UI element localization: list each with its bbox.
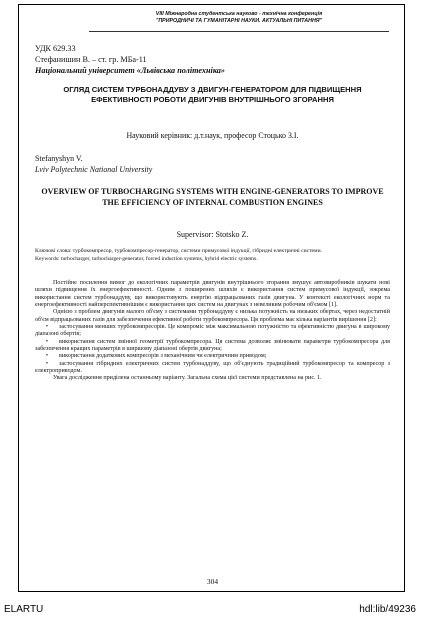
footer-handle-link[interactable]: hdl:lib/49236 [359,604,416,615]
paper-page [18,4,405,592]
bullet-icon: • [45,353,49,360]
conference-header-line2: "ПРИРОДНИЧІ ТА ГУМАНІТАРНІ НАУКИ. АКТУАЛЬНІ ПИТАННЯ" [155,17,323,24]
affiliation-ua: Національний університет «Львівська політехніка» [35,66,225,75]
paragraph-2: Однією з проблем двигунів малого об'єму з системами турбонаддуву є низька потужність на низьких обертах, через недостатній об'єм відпрацьованих газів для забезпечення ефективної роботи турбокомпресора. Ця проблема має кілька варіантів вирішення [2]: [35,309,390,323]
bullet-icon: • [45,360,49,367]
bullet-item [35,339,390,354]
bullet-text: використання систем змінної геометрії турбокомпресора. Ця система дозволяє змінювати параметри турбокомпресора для забезпечення кращих параметрів в ширшому діапазоні обертів двигуна; [35,338,390,353]
bullet-item [35,353,390,360]
paragraph-1: Постійне посилення вимог до екологічних параметрів двигунів внутрішнього згорання змушує автовиробників шукати нові шляхи підвищення їх енергоефективності. Одним з поширених шляхів є використання систем примусової індукції, зокрема використання систем турбонаддуву, що використовують енергію відпрацьованих газів двигуна. У контексті екологічних норм та енергоефективності найперспективнішим є використання цих систем на двигунах з невеликим робочим об'ємом [1]. [35,280,390,309]
paragraph-3: Увага дослідження приділена останньому варіанту. Загальна схема цієї системи представлена на рис. 1. [53,375,322,382]
keywords-ua: Ключові слова: турбокомпресор, турбокомпресор-генератор, системи примусової індукції, гібридні електричні системи. [35,248,322,254]
footer-repository-name: ELARTU [4,604,44,615]
page-number: 304 [206,577,219,586]
conference-header [89,11,389,32]
udk-code: УДК 629.33 [35,44,76,53]
advisor-ua: Науковий керівник: д.т.наук, професор Стоцько З.І. [126,131,299,140]
author-en: Stefanyshyn V. [35,154,83,163]
bullet-icon: • [45,338,49,345]
bullet-item [35,324,390,339]
body-text [35,280,390,383]
title-ua: ОГЛЯД СИСТЕМ ТУРБОНАДДУВУ З ДВИГУН-ГЕНЕРАТОРОМ ДЛЯ ПІДВИЩЕННЯ ЕФЕКТИВНОСТІ РОБОТИ ДВИГУНІВ ВНУТРІШНЬОГО ЗГОРАННЯ [63,85,362,104]
keywords-en: Keywords: turbocharger, turbocharger-generator, forced induction systems, hybrid electric systems. [35,255,258,262]
bullet-item [35,361,390,376]
bullet-text: використання додаткових компресорів з механічним чи електричним приводом; [59,353,267,360]
author-en-block [35,153,390,175]
bullet-icon: • [45,324,49,331]
affiliation-en: Lviv Polytechnic National University [35,165,153,174]
advisor-en: Supervisor: Stotsko Z. [176,230,249,239]
title-en: OVERVIEW OF TURBOCHARGING SYSTEMS WITH ENGINE-GENERATORS TO IMPROVE THE EFFICIENCY OF INTERNAL COMBUSTION ENGINES [41,187,384,207]
author-ua: Стефанишин В. – ст. гр. МБа-11 [35,55,147,64]
udk-block [35,43,390,76]
conference-header-line1: VIII Міжнародна студентська науково - технічна конференція [155,11,323,17]
keywords-block [35,248,390,263]
bullet-text: застосування менших турбокомпресорів. Це компроміс між максимальною потужністю та ефективністю двигуна в широкому діапазоні обертів; [35,324,390,338]
bullet-text: застосування гібридних електричних систем турбонаддуву, що об'єднують традиційний турбокомпресор та компресор з електроприводом. [35,360,390,375]
